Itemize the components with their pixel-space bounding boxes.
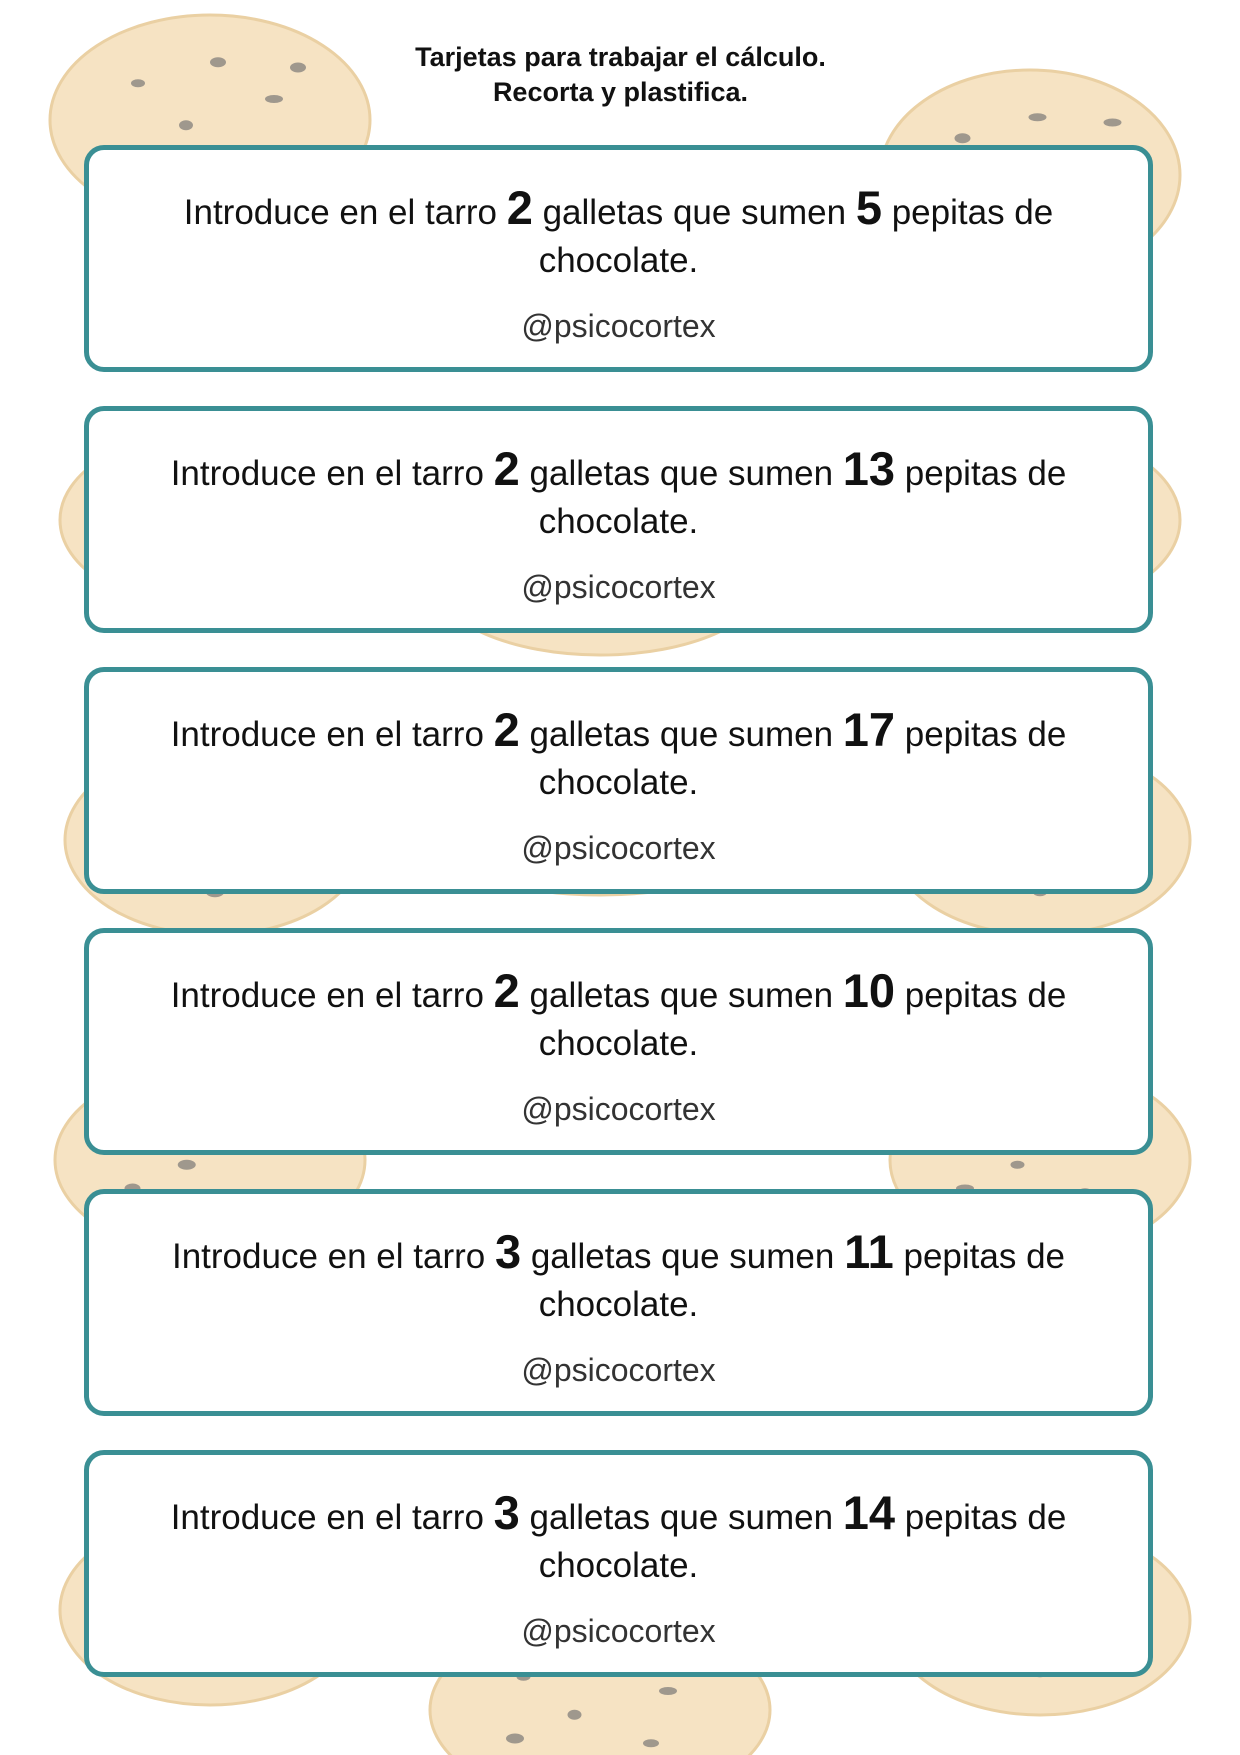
chip-total: 10 bbox=[842, 964, 896, 1017]
cookie-count: 3 bbox=[493, 1486, 520, 1539]
author-handle: @psicocortex bbox=[521, 569, 716, 605]
chip-total: 11 bbox=[844, 1225, 894, 1278]
card-instruction bbox=[109, 703, 1128, 807]
card-instruction bbox=[109, 181, 1128, 285]
instruction-prefix: Introduce en el tarro bbox=[170, 715, 494, 754]
instruction-suffix: pepitas de chocolate. bbox=[538, 193, 1054, 280]
cookie-count: 2 bbox=[493, 442, 520, 495]
instruction-middle: galletas que sumen bbox=[519, 454, 843, 493]
task-card-3 bbox=[84, 667, 1153, 894]
cookie-count: 2 bbox=[493, 703, 520, 756]
instruction-prefix: Introduce en el tarro bbox=[183, 193, 507, 232]
instruction-suffix: pepitas de chocolate. bbox=[538, 1498, 1067, 1585]
instruction-middle: galletas que sumen bbox=[519, 1498, 843, 1537]
instruction-middle: galletas que sumen bbox=[532, 193, 856, 232]
task-card-4 bbox=[84, 928, 1153, 1155]
header-line-1: Tarjetas para trabajar el cálculo. bbox=[415, 42, 826, 72]
instruction-suffix: pepitas de chocolate. bbox=[538, 454, 1067, 541]
author-handle: @psicocortex bbox=[521, 1091, 716, 1127]
chip-total: 14 bbox=[842, 1486, 896, 1539]
instruction-prefix: Introduce en el tarro bbox=[170, 976, 494, 1015]
author-handle: @psicocortex bbox=[521, 1613, 716, 1649]
cookie-count: 2 bbox=[506, 181, 533, 234]
instruction-middle: galletas que sumen bbox=[519, 715, 843, 754]
card-instruction bbox=[109, 1225, 1128, 1329]
header-line-2: Recorta y plastifica. bbox=[492, 77, 749, 107]
author-handle: @psicocortex bbox=[521, 1352, 716, 1388]
task-card-6 bbox=[84, 1450, 1153, 1677]
chip-total: 5 bbox=[855, 181, 882, 234]
task-card-1 bbox=[84, 145, 1153, 372]
author-handle: @psicocortex bbox=[521, 830, 716, 866]
author-handle: @psicocortex bbox=[521, 308, 716, 344]
task-card-5 bbox=[84, 1189, 1153, 1416]
instruction-suffix: pepitas de chocolate. bbox=[538, 976, 1067, 1063]
cookie-count: 3 bbox=[494, 1225, 522, 1278]
instruction-suffix: pepitas de chocolate. bbox=[538, 715, 1067, 802]
instruction-middle: galletas que sumen bbox=[521, 1237, 845, 1276]
card-instruction bbox=[109, 442, 1128, 546]
task-card-2 bbox=[84, 406, 1153, 633]
instruction-prefix: Introduce en el tarro bbox=[171, 1237, 495, 1276]
chip-total: 17 bbox=[842, 703, 896, 756]
chip-total: 13 bbox=[842, 442, 896, 495]
instruction-suffix: pepitas de chocolate. bbox=[538, 1237, 1066, 1324]
card-instruction bbox=[109, 1486, 1128, 1590]
instruction-prefix: Introduce en el tarro bbox=[170, 1498, 494, 1537]
page-header bbox=[378, 28, 863, 118]
instruction-prefix: Introduce en el tarro bbox=[170, 454, 494, 493]
card-instruction bbox=[109, 964, 1128, 1068]
cookie-count: 2 bbox=[493, 964, 520, 1017]
instruction-middle: galletas que sumen bbox=[519, 976, 843, 1015]
